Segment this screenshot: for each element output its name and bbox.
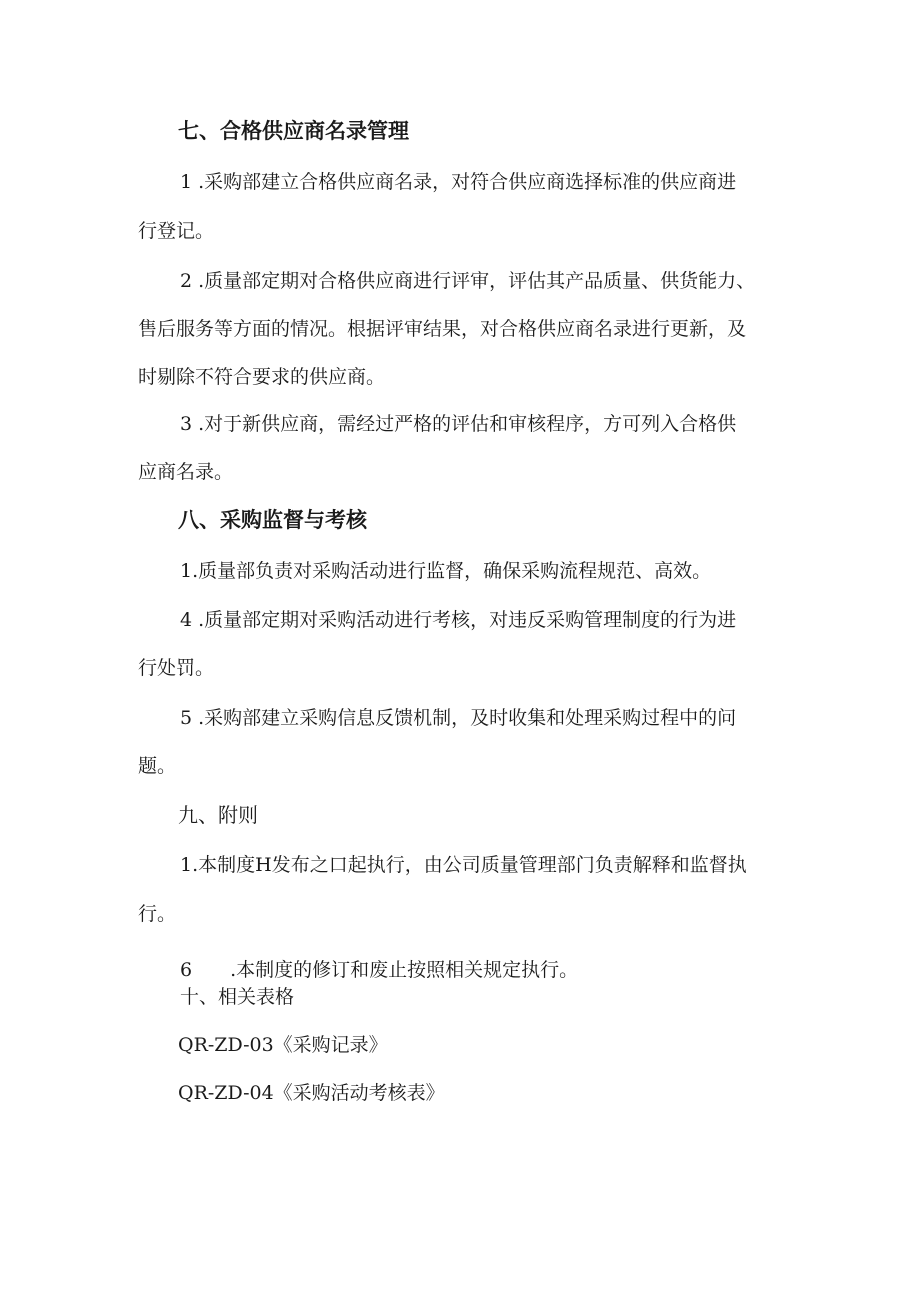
section-7-title: 七、合格供应商名录管理: [178, 119, 409, 143]
section-7-item-2-line-1: 2 .质量部定期对合格供应商进行评审，评估其产品质量、供货能力、: [180, 270, 756, 292]
section-8-item-2-line-2: 行处罚。: [138, 657, 215, 679]
section-7-item-1-line-1: 1 .采购部建立合格供应商名录，对符合供应商选择标准的供应商进: [180, 171, 737, 193]
section-8-item-3-line-2: 题。: [138, 755, 177, 777]
section-7-item-2-line-3: 时剔除不符合要求的供应商。: [138, 366, 386, 388]
section-7-item-1-line-2: 行登记。: [138, 220, 215, 242]
section-7-item-3-line-1: 3 .对于新供应商，需经过严格的评估和审核程序，方可列入合格供: [180, 413, 737, 435]
section-9-title: 九、附则: [178, 803, 258, 827]
section-10-title: 十、相关表格: [180, 986, 295, 1008]
section-8-title: 八、采购监督与考核: [178, 508, 367, 532]
section-8-item-3-line-1: 5 .采购部建立采购信息反馈机制，及时收集和处理采购过程中的问: [180, 707, 737, 729]
section-9-item-1-line-2: 行。: [138, 903, 177, 925]
form-reference-2: QR-ZD-04《采购活动考核表》: [178, 1082, 445, 1104]
section-7-item-2-line-2: 售后服务等方面的情况。根据评审结果，对合格供应商名录进行更新，及: [138, 318, 747, 340]
section-9-item-2-line-1: 6 .本制度的修订和废止按照相关规定执行。: [180, 959, 579, 981]
section-9-item-1-line-1: 1.本制度H发布之口起执行，由公司质量管理部门负责解释和监督执: [180, 854, 747, 876]
section-8-item-2-line-1: 4 .质量部定期对采购活动进行考核，对违反采购管理制度的行为进: [180, 609, 737, 631]
form-reference-1: QR-ZD-03《采购记录》: [178, 1034, 388, 1056]
section-8-item-1-line-1: 1.质量部负责对采购活动进行监督，确保采购流程规范、高效。: [180, 560, 712, 582]
section-7-item-3-line-2: 应商名录。: [138, 461, 234, 483]
